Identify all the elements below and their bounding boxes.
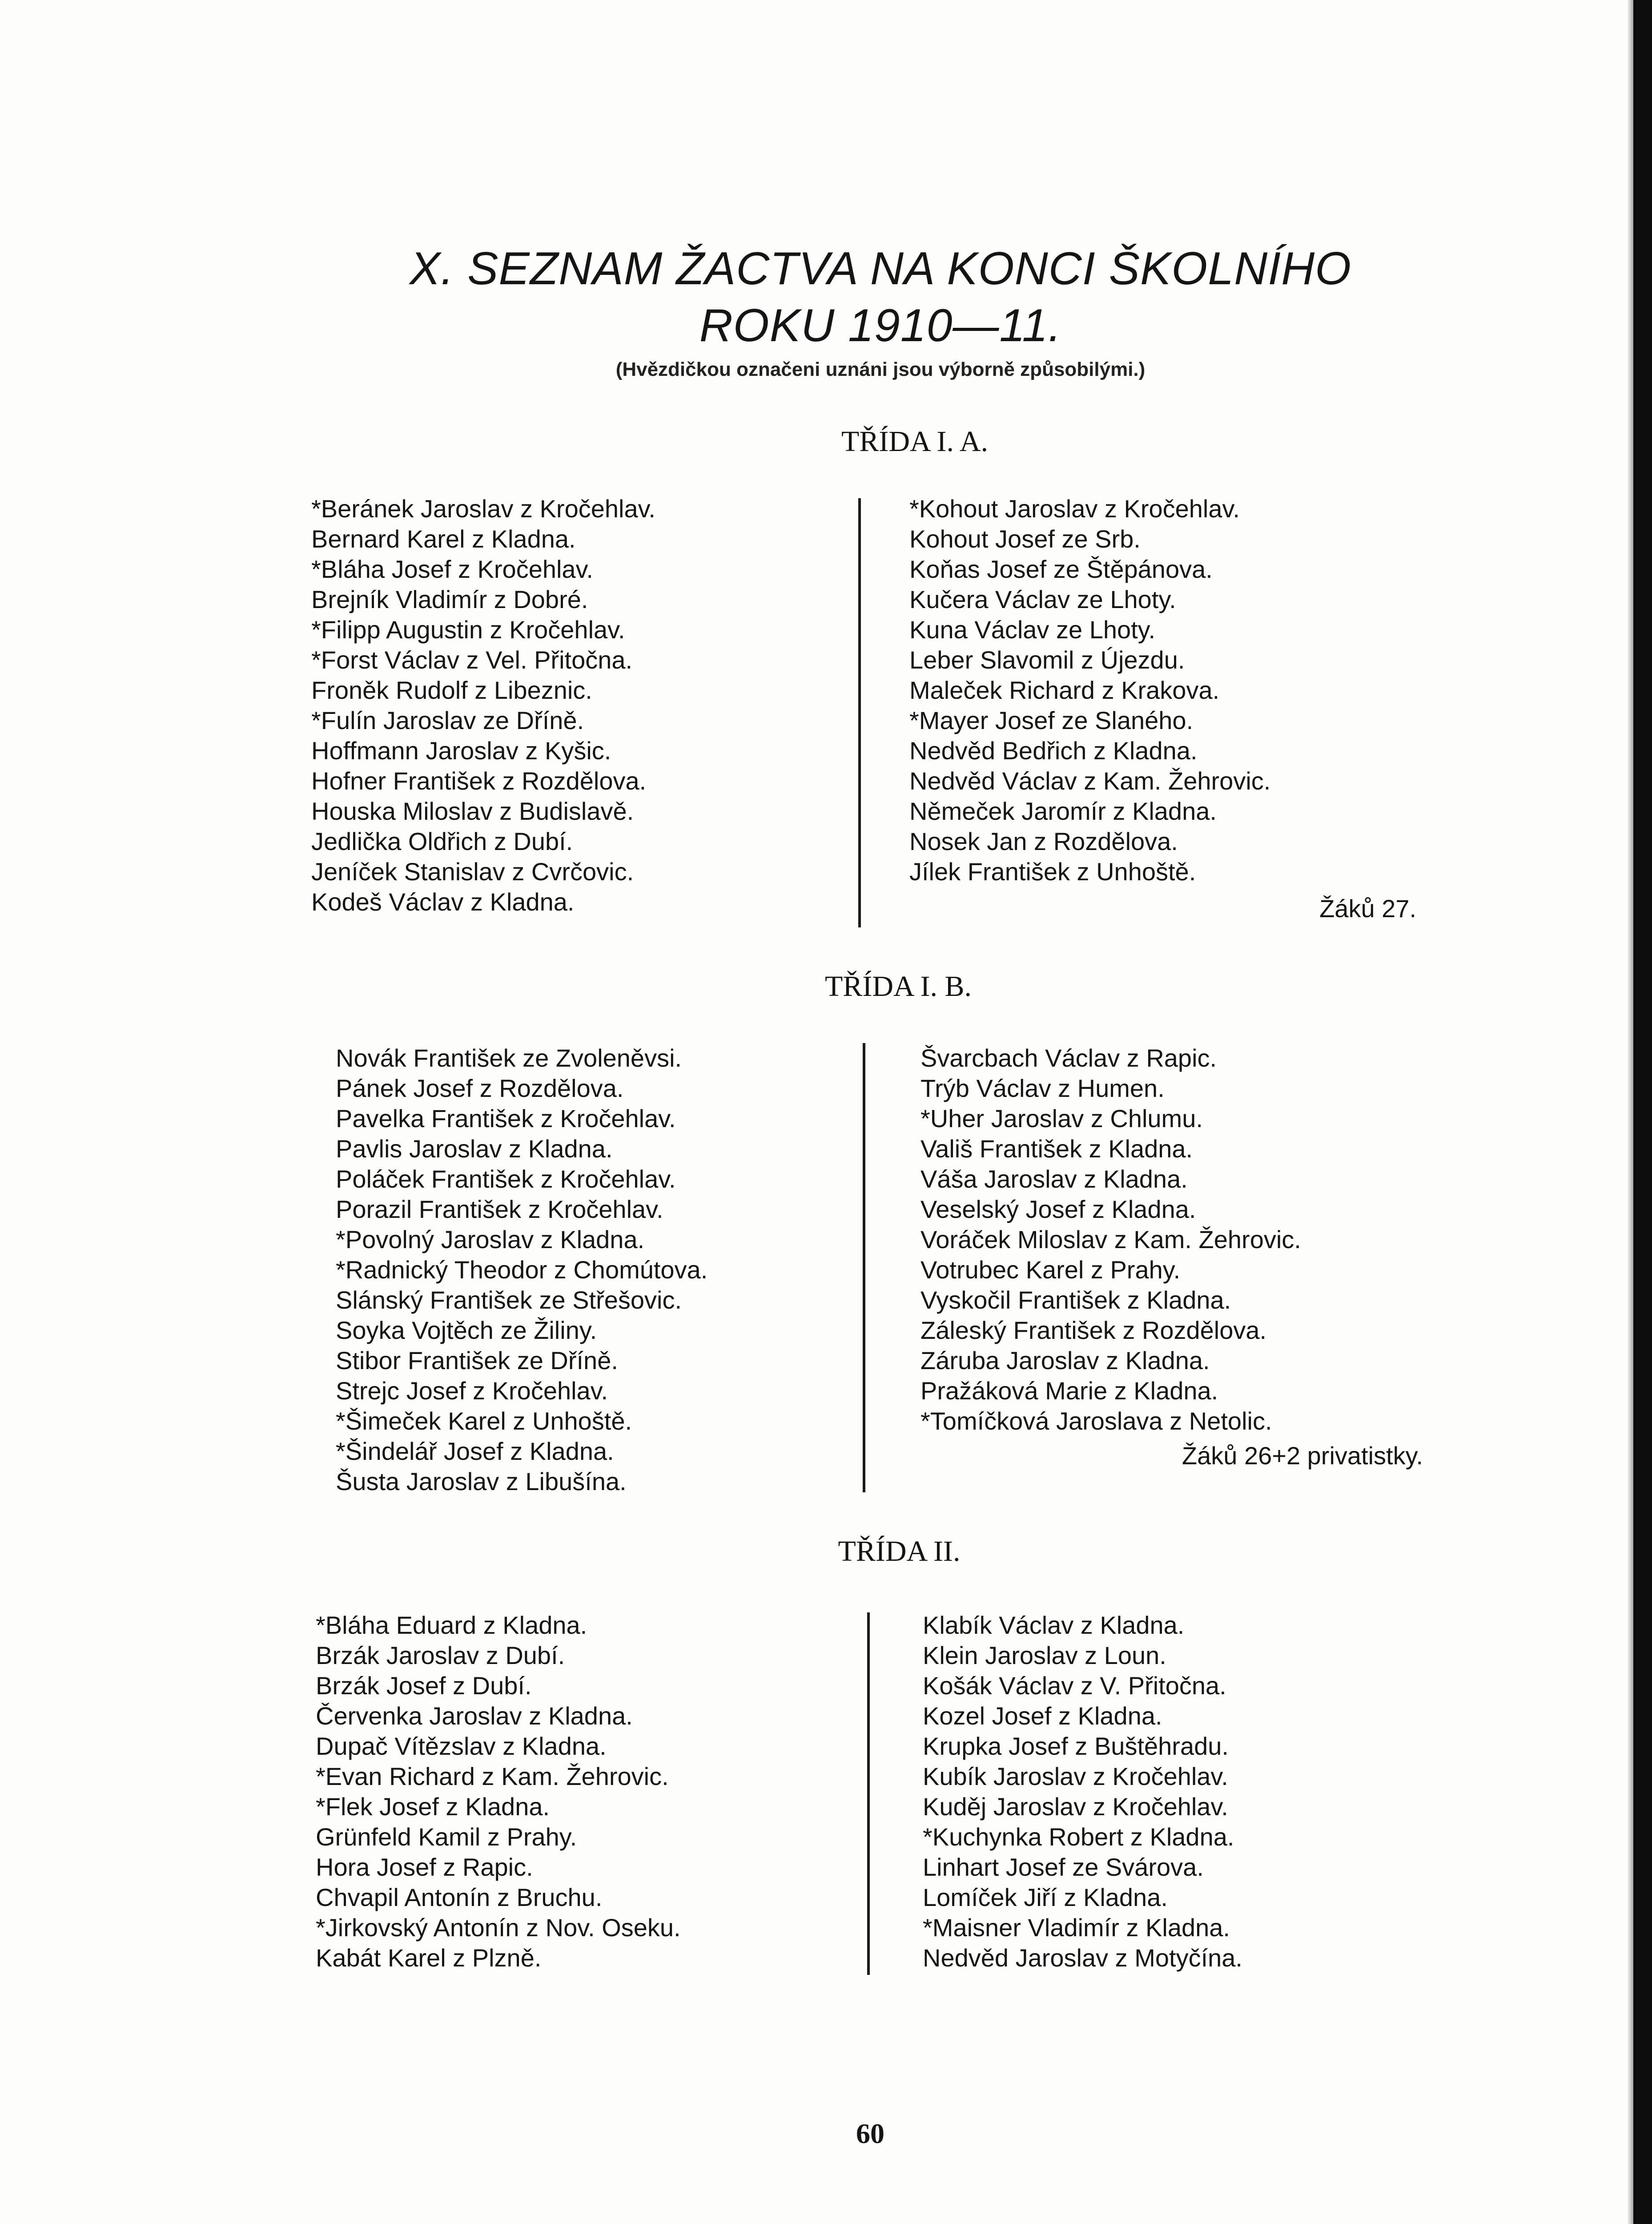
list-item: Jílek František z Unhoště. [909,858,1196,886]
list-item: *Evan Richard z Kam. Žehrovic. [316,1762,669,1790]
list-item: *Forst Václav z Vel. Přitočna. [311,646,633,674]
list-item: Pavlis Jaroslav z Kladna. [336,1135,613,1163]
class-1a-student-count: Žáků 27. [1319,894,1416,923]
list-item: Váša Jaroslav z Kladna. [920,1165,1188,1193]
list-item: Koňas Josef ze Štěpánova. [909,555,1213,583]
list-item: Jeníček Stanislav z Cvrčovic. [311,858,634,886]
list-item: Kabát Karel z Plzně. [316,1944,542,1972]
list-item: Klein Jaroslav z Loun. [923,1641,1166,1669]
list-item: Kučera Václav ze Lhoty. [909,585,1176,613]
list-item: Poláček František z Kročehlav. [336,1165,676,1193]
list-item: Houska Miloslav z Budislavě. [311,797,634,825]
list-item: Krupka Josef z Buštěhradu. [923,1732,1229,1760]
list-item: *Kuchynka Robert z Kladna. [923,1823,1234,1851]
list-item: *Fulín Jaroslav ze Dříně. [311,706,584,734]
list-item: Lomíček Jiří z Kladna. [923,1883,1168,1911]
section-heading-1b: TŘÍDA I. B. [825,970,972,1003]
list-item: Jedlička Oldřich z Dubí. [311,827,573,855]
title-line-1: X. SEZNAM ŽACTVA NA KONCI ŠKOLNÍHO [409,243,1352,294]
class-1b-right-list [920,1043,1301,1436]
list-item: Nosek Jan z Rozdělova. [909,827,1178,855]
list-item: Kozel Josef z Kladna. [923,1702,1162,1730]
list-item: Veselský Josef z Kladna. [920,1195,1196,1223]
subtitle-note: (Hvězdičkou označeni uznáni jsou výborně způsobilými.) [615,359,1146,380]
list-item: *Jirkovský Antonín z Nov. Oseku. [316,1914,681,1942]
list-item: Soyka Vojtěch ze Žiliny. [336,1316,597,1344]
list-item: Němeček Jaromír z Kladna. [909,797,1217,825]
list-item: Nedvěd Bedřich z Kladna. [909,737,1198,765]
list-item: *Filipp Augustin z Kročehlav. [311,616,625,644]
list-item: Košák Václav z V. Přitočna. [923,1672,1226,1700]
list-item: *Bláha Josef z Kročehlav. [311,555,593,583]
list-item: Brejník Vladimír z Dobré. [311,585,588,613]
list-item: *Šindelář Josef z Kladna. [336,1437,614,1465]
list-item: Vališ František z Kladna. [920,1135,1193,1163]
class-2-left-list [316,1610,681,1973]
list-item: Záruba Jaroslav z Kladna. [920,1346,1210,1374]
list-item: Hora Josef z Rapic. [316,1853,533,1881]
list-item: Bernard Karel z Kladna. [311,525,576,553]
list-item: *Kohout Jaroslav z Kročehlav. [909,495,1240,523]
list-item: Brzák Josef z Dubí. [316,1672,532,1700]
class-1a-right-list [909,494,1270,887]
list-item: Záleský František z Rozdělova. [920,1316,1267,1344]
scan-edge [1633,0,1652,2224]
list-item: Šusta Jaroslav z Libušína. [336,1467,627,1495]
list-item: Stibor František ze Dříně. [336,1346,618,1374]
list-item: Hofner František z Rozdělova. [311,767,647,795]
list-item: Maleček Richard z Krakova. [909,676,1220,704]
list-item: Strejc Josef z Kročehlav. [336,1377,608,1405]
page-number: 60 [856,2118,884,2149]
list-item: *Bláha Eduard z Kladna. [316,1611,587,1639]
list-item: Pražáková Marie z Kladna. [920,1377,1218,1405]
column-divider [858,498,861,927]
list-item: *Mayer Josef ze Slaného. [909,706,1194,734]
page-edge-shadow [1627,0,1633,2224]
list-item: *Radnický Theodor z Chomútova. [336,1256,708,1284]
list-item: Leber Slavomil z Újezdu. [909,646,1185,674]
list-item: *Tomíčková Jaroslava z Netolic. [920,1407,1272,1435]
class-1b-student-count: Žáků 26+2 privatistky. [1182,1442,1423,1470]
section-heading-1a: TŘÍDA I. A. [841,425,988,458]
list-item: Švarcbach Václav z Rapic. [920,1044,1217,1072]
list-item: Červenka Jaroslav z Kladna. [316,1702,633,1730]
page-title [347,240,1414,354]
list-item: *Povolný Jaroslav z Kladna. [336,1225,645,1253]
section-heading-2: TŘÍDA II. [838,1535,961,1567]
list-item: Brzák Jaroslav z Dubí. [316,1641,565,1669]
list-item: *Maisner Vladimír z Kladna. [923,1914,1230,1942]
list-item: Novák František ze Zvoleněvsi. [336,1044,682,1072]
list-item: *Uher Jaroslav z Chlumu. [920,1104,1203,1132]
list-item: Trýb Václav z Humen. [920,1074,1165,1102]
list-item: Slánský František ze Střešovic. [336,1286,682,1314]
list-item: Hoffmann Jaroslav z Kyšic. [311,737,611,765]
list-item: *Flek Josef z Kladna. [316,1793,550,1821]
list-item: Kohout Josef ze Srb. [909,525,1141,553]
list-item: Grünfeld Kamil z Prahy. [316,1823,577,1851]
list-item: Kuna Václav ze Lhoty. [909,616,1156,644]
list-item: Dupač Vítězslav z Kladna. [316,1732,607,1760]
list-item: Kuděj Jaroslav z Kročehlav. [923,1793,1228,1821]
title-line-2: ROKU 1910—11. [699,300,1062,351]
list-item: Votrubec Karel z Prahy. [920,1256,1181,1284]
class-2-right-list [923,1610,1242,1973]
list-item: Nedvěd Jaroslav z Motyčína. [923,1944,1242,1972]
list-item: Kubík Jaroslav z Kročehlav. [923,1762,1228,1790]
column-divider [863,1043,865,1492]
list-item: Klabík Václav z Kladna. [923,1611,1185,1639]
list-item: Froněk Rudolf z Libeznic. [311,676,592,704]
list-item: Porazil František z Kročehlav. [336,1195,663,1223]
list-item: Pavelka František z Kročehlav. [336,1104,676,1132]
list-item: Pánek Josef z Rozdělova. [336,1074,624,1102]
list-item: Vyskočil František z Kladna. [920,1286,1231,1314]
list-item: Nedvěd Václav z Kam. Žehrovic. [909,767,1271,795]
list-item: Voráček Miloslav z Kam. Žehrovic. [920,1225,1301,1253]
list-item: Linhart Josef ze Svárova. [923,1853,1204,1881]
list-item: Kodeš Václav z Kladna. [311,888,575,916]
list-item: *Beránek Jaroslav z Kročehlav. [311,495,655,523]
list-item: Chvapil Antonín z Bruchu. [316,1883,603,1911]
list-item: *Šimeček Karel z Unhoště. [336,1407,632,1435]
class-1b-left-list [336,1043,707,1497]
column-divider [867,1612,870,1975]
class-1a-left-list [311,494,655,917]
